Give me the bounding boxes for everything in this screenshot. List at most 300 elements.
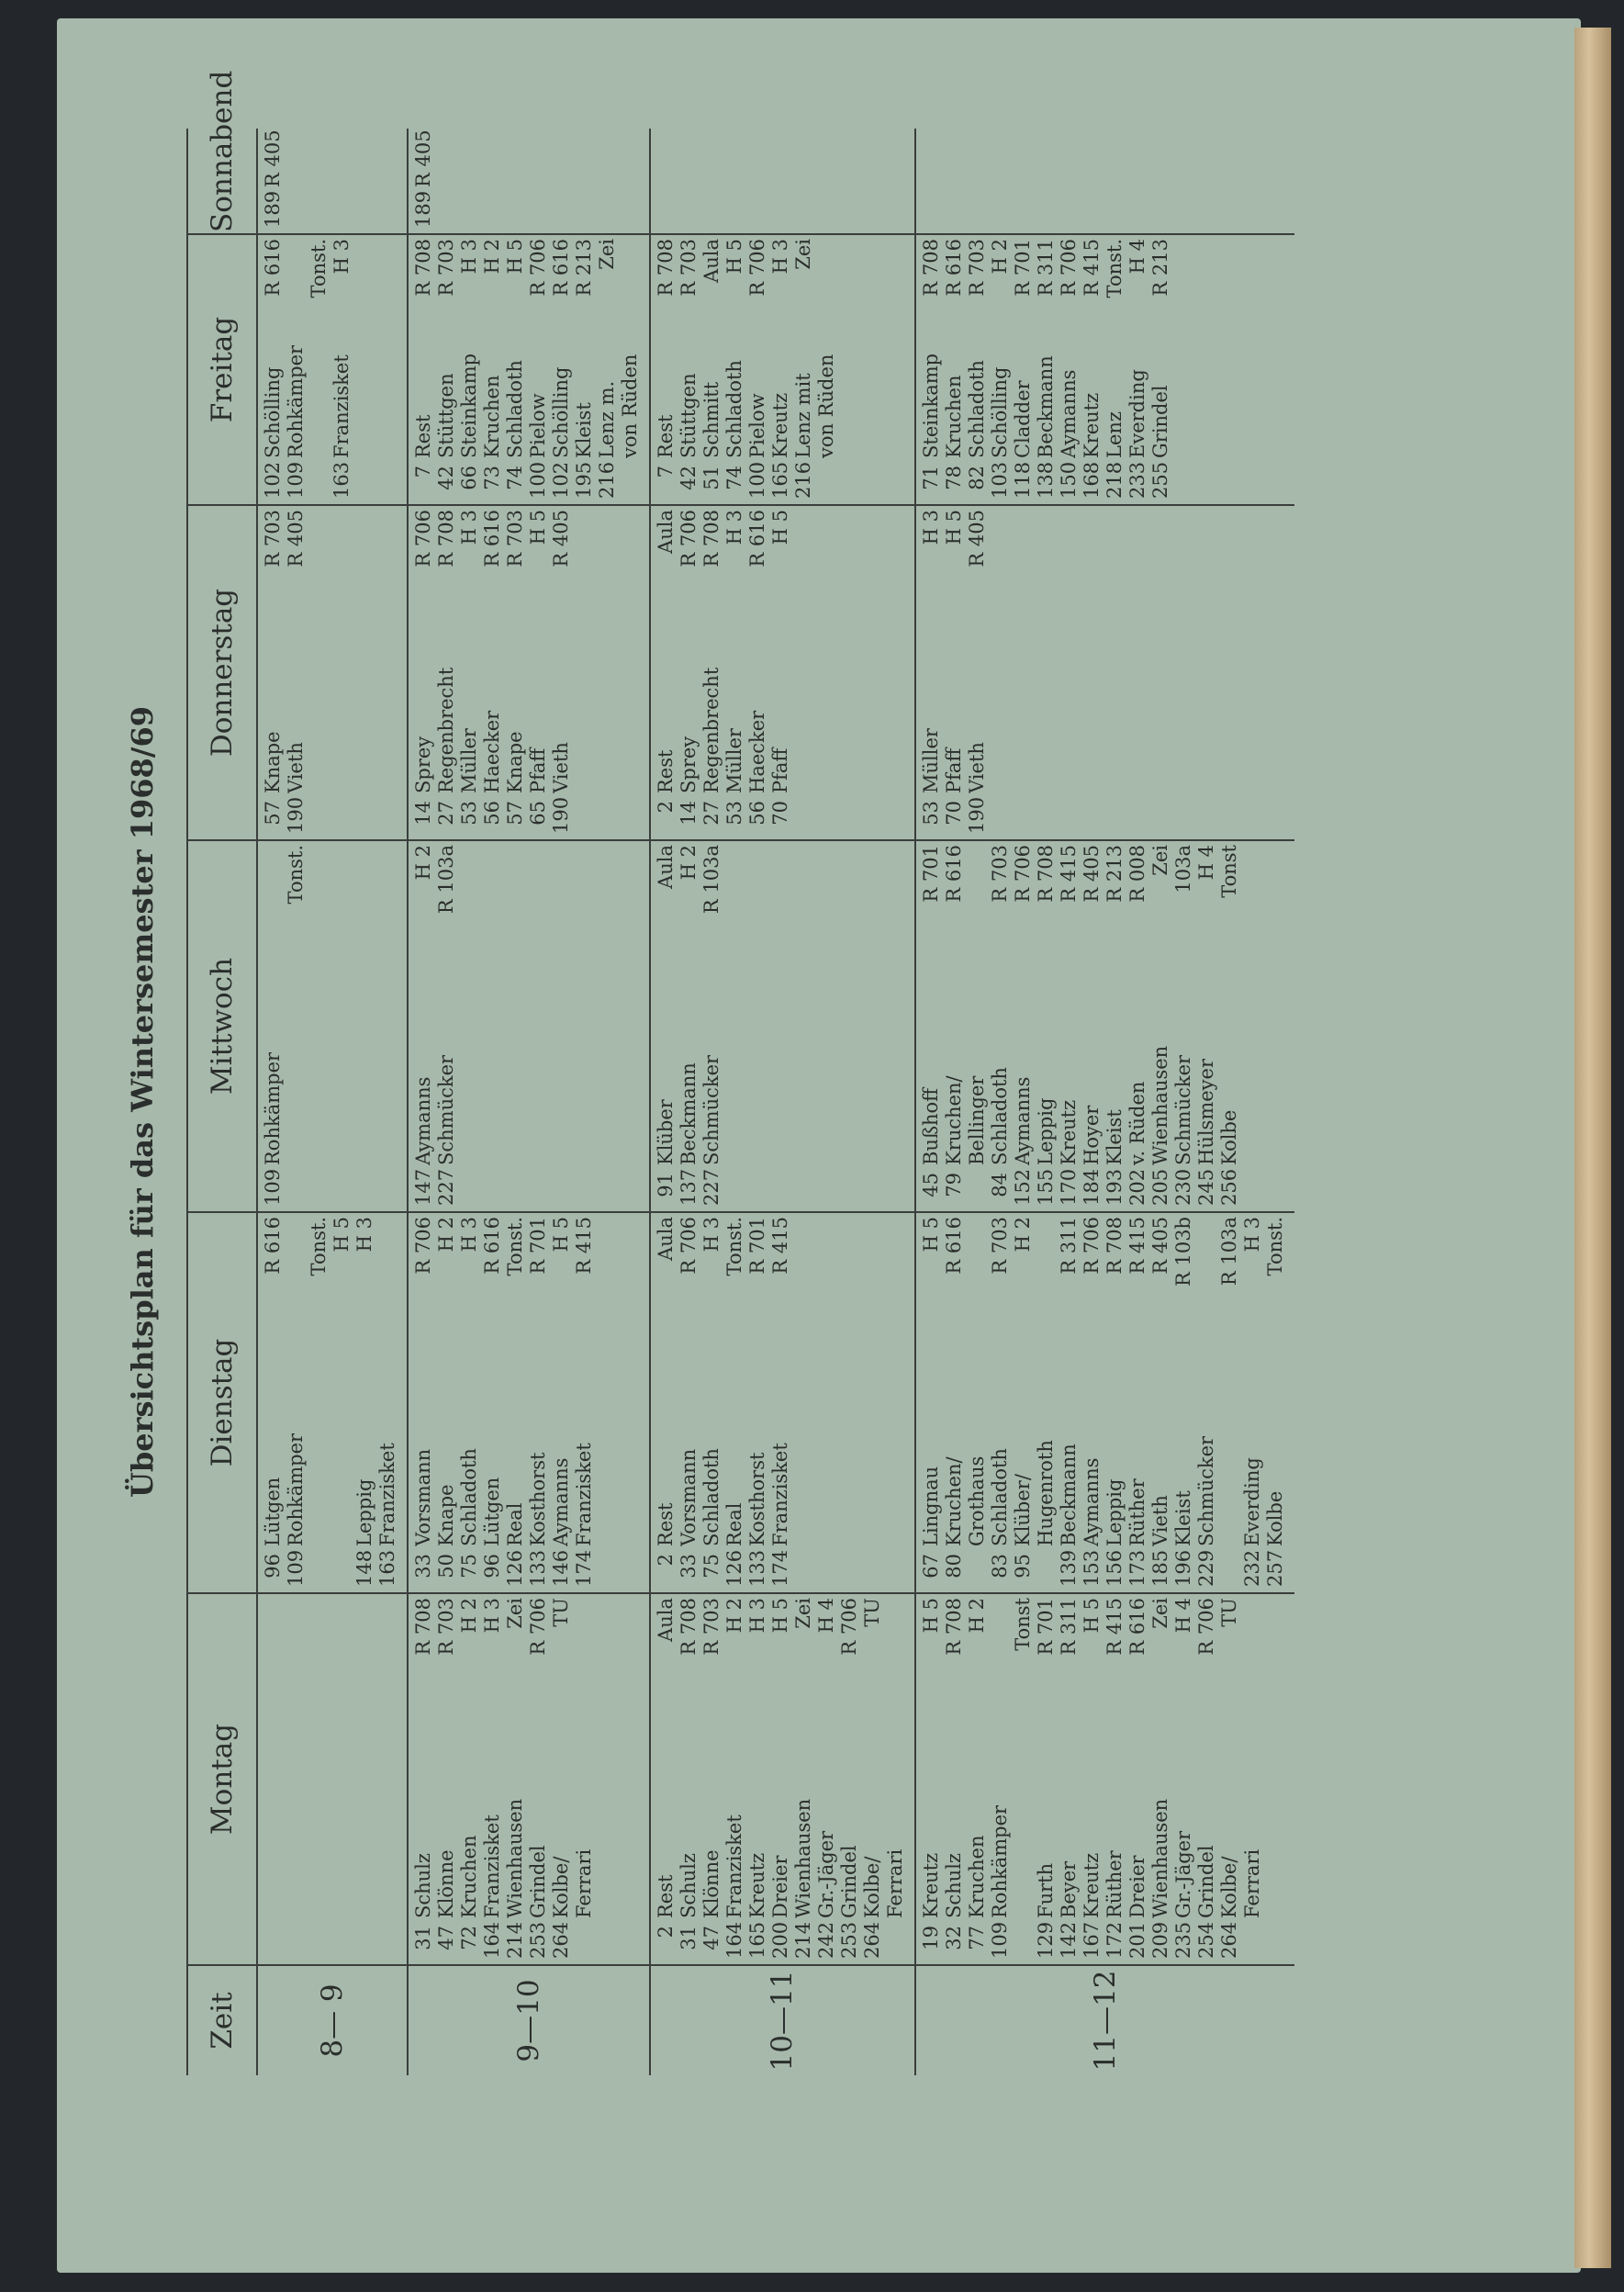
room-label: H 2: [412, 845, 434, 881]
room-label: R 703: [262, 510, 284, 567]
room-label: R 703: [989, 845, 1011, 903]
room-label: Aula: [700, 239, 722, 283]
course-number: 27: [700, 801, 722, 826]
lecturer-name: Wienhausen: [1149, 1798, 1171, 1918]
room-label: R 405: [412, 129, 434, 187]
room-label: R 703: [700, 1598, 722, 1656]
course-entry: [1172, 1217, 1195, 1587]
course-entry: [700, 1598, 723, 1959]
course-entry: [504, 1598, 527, 1959]
lecturer-name: v. Rüden: [1126, 1081, 1148, 1165]
course-entry: [550, 1217, 573, 1587]
course-entry: [1103, 239, 1126, 499]
course-entry: [458, 510, 481, 834]
room-label: R 708: [920, 239, 942, 297]
room-label: 103a: [1172, 845, 1194, 893]
course-entry: [920, 510, 943, 834]
room-label: R 708: [943, 1598, 965, 1656]
course-number: 201: [1126, 1921, 1148, 1959]
day-cell-mittwoch: [257, 840, 408, 1212]
lecturer-name: Kolbe: [1264, 1490, 1286, 1546]
course-entry: [262, 239, 285, 499]
room-label: R 706: [527, 239, 549, 297]
course-entry: [504, 239, 527, 499]
room-label: R 708: [412, 239, 434, 297]
course-number: 168: [1081, 461, 1103, 499]
room-label: H 5: [527, 510, 549, 545]
room-label: H 2: [966, 1598, 988, 1634]
course-number: 33: [412, 1554, 434, 1579]
room-label: R 706: [527, 1598, 549, 1656]
course-number: 165: [746, 1921, 768, 1959]
room-label: R 616: [943, 845, 965, 903]
course-number: 73: [481, 466, 503, 490]
room-label: R 703: [504, 510, 526, 567]
course-entry: [285, 1217, 308, 1587]
course-number: 155: [1035, 1168, 1057, 1206]
course-number: 163: [330, 461, 353, 499]
day-cell-donnerstag: [408, 505, 650, 840]
room-label: R 706: [1195, 1598, 1217, 1656]
course-number: 31: [412, 1926, 434, 1950]
course-entry: [746, 239, 769, 499]
course-entry: [746, 510, 769, 834]
day-cell-mittwoch: [915, 840, 1294, 1212]
course-entry: [1149, 1217, 1172, 1587]
lecturer-name: Grindel: [527, 1845, 549, 1918]
time-slot-row: [408, 129, 650, 2075]
course-entry: [412, 129, 435, 228]
day-cell-freitag: [650, 234, 915, 505]
lecturer-name: Stüttgen: [678, 373, 700, 458]
lecturer-name: Schölling: [550, 366, 572, 458]
lecturer-name: Kolbe/: [550, 1856, 572, 1918]
course-number: 264: [861, 1921, 883, 1959]
room-label: R 708: [1035, 845, 1057, 903]
course-number: 103: [989, 461, 1011, 499]
course-entry: [573, 239, 596, 499]
day-cell-donnerstag: [257, 505, 408, 840]
room-label: H 3: [481, 1598, 503, 1634]
lecturer-name: Lütgen: [262, 1477, 284, 1546]
room-label: Zei: [1149, 1598, 1171, 1629]
lecturer-name: Steinkamp: [458, 353, 480, 458]
lecturer-name: Kolbe/: [1218, 1856, 1240, 1918]
lecturer-name: Rohkämper: [285, 344, 307, 458]
lecturer-name: Kreutz: [920, 1852, 942, 1918]
lecturer-name: Lingnau: [920, 1466, 942, 1546]
room-label: Zei: [1149, 845, 1171, 876]
room-label: R 706: [746, 239, 768, 297]
lecturer-name: Everding: [1241, 1457, 1263, 1546]
lecturer-name: Haecker: [746, 710, 768, 793]
course-entry: [700, 510, 723, 834]
day-cell-montag: [257, 1593, 408, 1965]
time-slot-row: [650, 129, 915, 2075]
rotated-page-content: [115, 70, 1428, 2075]
course-number: 102: [550, 461, 572, 499]
course-number: 216: [792, 461, 814, 499]
room-label: H 5: [920, 1598, 942, 1634]
room-label: H 5: [920, 1217, 942, 1253]
room-label: R 616: [1126, 1598, 1148, 1656]
room-label: H 5: [330, 1217, 353, 1253]
course-number: 190: [550, 796, 572, 834]
room-label: H 2: [723, 1598, 745, 1634]
course-number: 164: [481, 1921, 503, 1959]
lecturer-name: Hoyer: [1081, 1105, 1103, 1165]
lecturer-name: Beyer: [1058, 1860, 1080, 1918]
room-label: R 616: [943, 1217, 965, 1275]
day-cell-freitag: [408, 234, 650, 505]
course-entry: [285, 510, 308, 834]
room-label: Tonst.: [308, 239, 330, 298]
course-entry: [723, 1217, 746, 1587]
course-entry: [435, 845, 458, 1206]
course-number: 264: [1218, 1921, 1240, 1959]
course-entry: [1149, 845, 1172, 1206]
day-cell-sonnabend: [257, 129, 408, 234]
course-number: 47: [435, 1926, 457, 1950]
course-number: 72: [458, 1926, 480, 1950]
course-entry: [412, 510, 435, 834]
course-number: 146: [550, 1549, 572, 1587]
lecturer-name: Kruchen: [481, 375, 503, 458]
lecturer-name: Schmücker: [1195, 1435, 1217, 1546]
lecturer-name: Klönne: [435, 1849, 457, 1918]
lecturer-name: Schladoth: [989, 1067, 1011, 1165]
course-entry: [1058, 845, 1081, 1206]
course-entry: [1126, 1217, 1149, 1587]
course-number: 32: [943, 1926, 965, 1950]
course-number: 190: [966, 796, 988, 834]
room-label: H 2: [989, 239, 1011, 275]
course-number: 216: [596, 461, 618, 499]
course-number: 164: [723, 1921, 745, 1959]
lecturer-name: Leppig: [1035, 1097, 1057, 1165]
day-cell-dienstag: [257, 1212, 408, 1593]
course-number: 174: [573, 1549, 595, 1587]
course-number: 242: [815, 1921, 837, 1959]
lecturer-name: Regenbrecht: [700, 667, 722, 793]
lecturer-name: Rohkämper: [285, 1432, 307, 1546]
course-entry: [723, 510, 746, 834]
room-label: R 616: [262, 239, 284, 297]
course-entry: [527, 239, 550, 499]
lecturer-name: Wienhausen: [504, 1798, 526, 1918]
room-label: Aula: [655, 1598, 677, 1642]
lecturer-name: Klönne: [700, 1849, 722, 1918]
course-entry: [1195, 1217, 1218, 1587]
room-label: R 311: [1035, 239, 1057, 297]
course-number: 79: [943, 1173, 965, 1197]
course-number: 193: [1103, 1168, 1126, 1206]
lecturer-name: Klüber/: [1012, 1474, 1034, 1546]
course-number: 232: [1241, 1549, 1263, 1587]
room-label: R 415: [1081, 239, 1103, 297]
day-cell-dienstag: [408, 1212, 650, 1593]
course-entry: [1081, 845, 1103, 1206]
room-label: R 415: [1058, 845, 1080, 903]
room-label: R 708: [655, 239, 677, 297]
day-cell-freitag: [915, 234, 1294, 505]
lecturer-name: Stüttgen: [435, 373, 457, 458]
course-entry: [769, 239, 792, 499]
room-label: R 703: [435, 239, 457, 297]
room-label: R 405: [550, 510, 572, 567]
course-number: 156: [1103, 1549, 1126, 1587]
course-number: 75: [458, 1554, 480, 1579]
course-number: 47: [700, 1926, 722, 1950]
time-slot-label: 9—10: [408, 1965, 650, 2075]
course-entry: [678, 1598, 700, 1959]
room-label: H 2: [481, 239, 503, 275]
lecturer-name: von Rüden: [619, 354, 641, 458]
course-entry: [655, 845, 678, 1206]
course-entry: [989, 845, 1012, 1206]
lecturer-name: Schmücker: [700, 1054, 722, 1165]
header-row: [187, 129, 257, 2075]
course-entry: [884, 1598, 907, 1959]
room-label: H 3: [458, 510, 480, 545]
course-number: 14: [412, 801, 434, 826]
lecturer-name: Knape: [435, 1484, 457, 1546]
course-entry: [792, 239, 815, 499]
lecturer-name: Kosthorst: [527, 1452, 549, 1546]
time-slot-row: [915, 129, 1294, 2075]
course-entry: [1218, 845, 1241, 1206]
lecturer-name: Franzisket: [723, 1814, 745, 1918]
room-label: Aula: [655, 845, 677, 889]
lecturer-name: Lenz: [1103, 411, 1126, 458]
lecturer-name: Furth: [1035, 1862, 1057, 1918]
course-number: 126: [504, 1549, 526, 1587]
lecturer-name: Rest: [655, 749, 677, 793]
room-label: H 3: [1241, 1217, 1263, 1253]
lecturer-name: Schladoth: [723, 360, 745, 458]
course-entry: [596, 239, 619, 499]
course-entry: [435, 1598, 458, 1959]
course-number: 229: [1195, 1549, 1217, 1587]
course-number: 84: [989, 1173, 1011, 1197]
course-entry: [1195, 1598, 1218, 1959]
lecturer-name: Müller: [723, 728, 745, 793]
course-entry: [861, 1598, 884, 1959]
header-zeit: Zeit: [187, 1965, 257, 2075]
room-label: R 405: [1149, 1217, 1171, 1275]
course-entry: [678, 1217, 700, 1587]
course-entry: [1195, 845, 1218, 1206]
room-label: Tonst.: [285, 845, 307, 904]
room-label: R 405: [262, 129, 284, 187]
course-entry: [527, 1598, 550, 1959]
course-entry: [723, 1598, 746, 1959]
room-label: H 2: [435, 1217, 457, 1253]
course-number: 184: [1081, 1168, 1103, 1206]
room-label: R 706: [412, 1217, 434, 1275]
course-entry: [573, 1598, 596, 1959]
lecturer-name: Franzisket: [330, 354, 353, 458]
course-entry: [1126, 1598, 1149, 1959]
course-number: 82: [966, 466, 988, 490]
course-number: 100: [527, 461, 549, 499]
lecturer-name: Kruchen: [458, 1835, 480, 1918]
course-entry: [678, 510, 700, 834]
course-entry: [1012, 845, 1035, 1206]
course-number: 230: [1172, 1168, 1194, 1206]
course-number: 56: [481, 801, 503, 826]
course-entry: [769, 1217, 792, 1587]
course-number: 7: [412, 466, 434, 478]
course-number: 83: [989, 1554, 1011, 1579]
course-number: 70: [769, 801, 791, 826]
room-label: R 706: [1012, 845, 1034, 903]
course-entry: [1081, 1598, 1103, 1959]
course-number: 139: [1058, 1549, 1080, 1587]
lecturer-name: Pfaff: [943, 747, 965, 793]
course-number: 202: [1126, 1168, 1148, 1206]
lecturer-name: Kolbe: [1218, 1109, 1240, 1165]
lecturer-name: Franzisket: [769, 1443, 791, 1546]
course-number: 42: [678, 466, 700, 490]
course-entry: [1081, 1217, 1103, 1587]
room-label: H 3: [330, 239, 353, 275]
lecturer-name: Beckmann: [1058, 1444, 1080, 1546]
course-number: 65: [527, 801, 549, 826]
lecturer-name: Beckmann: [678, 1062, 700, 1165]
day-cell-sonnabend: [408, 129, 650, 234]
course-number: 150: [1058, 461, 1080, 499]
day-cell-donnerstag: [650, 505, 915, 840]
course-entry: [1058, 1217, 1081, 1587]
course-entry: [989, 239, 1012, 499]
lecturer-name: Schladoth: [989, 1448, 1011, 1546]
course-entry: [285, 845, 308, 1206]
course-entry: [262, 129, 285, 228]
course-entry: [655, 1217, 678, 1587]
time-slot-label: 10—11: [650, 1965, 915, 2075]
room-label: R 213: [1149, 239, 1171, 297]
lecturer-name: Kreutz: [1081, 1852, 1103, 1918]
lecturer-name: Dreier: [1126, 1855, 1148, 1918]
course-entry: [966, 1217, 989, 1587]
lecturer-name: Schulz: [678, 1853, 700, 1918]
course-entry: [1058, 239, 1081, 499]
course-entry: [481, 239, 504, 499]
course-entry: [943, 845, 966, 1206]
course-entry: [435, 239, 458, 499]
room-label: H 5: [550, 1217, 572, 1253]
lecturer-name: Lütgen: [481, 1477, 503, 1546]
lecturer-name: Sprey: [412, 736, 434, 793]
room-label: R 103b: [1172, 1217, 1194, 1287]
day-cell-sonnabend: [915, 129, 1294, 234]
lecturer-name: Vieth: [1149, 1495, 1171, 1546]
course-number: 264: [550, 1921, 572, 1959]
lecturer-name: Vieth: [966, 742, 988, 793]
lecturer-name: Franzisket: [573, 1443, 595, 1546]
room-label: Tonst.: [504, 1217, 526, 1276]
course-number: 200: [769, 1921, 791, 1959]
course-number: 2: [655, 1926, 677, 1938]
room-label: Tonst.: [1264, 1217, 1286, 1276]
page-edge: [1574, 28, 1611, 2268]
lecturer-name: Bellinger: [966, 1075, 988, 1165]
course-number: 190: [285, 796, 307, 834]
day-cell-donnerstag: [915, 505, 1294, 840]
course-number: 66: [458, 466, 480, 490]
lecturer-name: Kleist: [1172, 1490, 1194, 1546]
room-label: Zei: [792, 239, 814, 270]
lecturer-name: Dreier: [769, 1855, 791, 1918]
room-label: R 703: [989, 1217, 1011, 1275]
course-number: 152: [1012, 1168, 1034, 1206]
room-label: R 008: [1126, 845, 1148, 903]
course-entry: [1103, 1598, 1126, 1959]
header-donnerstag: Donnerstag: [187, 505, 257, 840]
lecturer-name: Kleist: [573, 402, 595, 458]
room-label: R 706: [1058, 239, 1080, 297]
course-number: 173: [1126, 1549, 1148, 1587]
course-entry: [655, 510, 678, 834]
course-number: 167: [1081, 1921, 1103, 1959]
lecturer-name: Kruchen: [943, 375, 965, 458]
lecturer-name: Kruchen/: [943, 1075, 965, 1165]
room-label: R 405: [1081, 845, 1103, 903]
room-label: R 703: [966, 239, 988, 297]
course-number: 75: [700, 1554, 722, 1579]
room-label: R 703: [678, 239, 700, 297]
course-number: 14: [678, 801, 700, 826]
lecturer-name: Schulz: [943, 1853, 965, 1918]
course-number: 170: [1058, 1168, 1080, 1206]
lecturer-name: Schulz: [412, 1853, 434, 1918]
room-label: R 103a: [435, 845, 457, 915]
course-number: 133: [746, 1549, 768, 1587]
course-entry: [700, 845, 723, 1206]
lecturer-name: Vieth: [550, 742, 572, 793]
course-entry: [815, 1598, 838, 1959]
room-label: H 2: [678, 845, 700, 881]
course-entry: [920, 239, 943, 499]
course-entry: [943, 510, 966, 834]
time-slot-label: 8— 9: [315, 1983, 349, 2058]
course-entry: [700, 239, 723, 499]
room-label: R 213: [1103, 845, 1126, 903]
lecturer-name: Rest: [655, 414, 677, 458]
room-label: Aula: [655, 1217, 677, 1261]
course-entry: [989, 1598, 1012, 1959]
lecturer-name: Kleist: [1103, 1109, 1126, 1165]
room-label: H 2: [458, 1598, 480, 1634]
lecturer-name: Schmücker: [435, 1054, 457, 1165]
course-number: 196: [1172, 1549, 1194, 1587]
course-entry: [966, 1598, 989, 1959]
lecturer-name: Kreutz: [1081, 392, 1103, 458]
course-number: 209: [1149, 1921, 1171, 1959]
lecturer-name: Ferrari: [573, 1848, 595, 1918]
lecturer-name: Schladoth: [700, 1448, 722, 1546]
lecturer-name: Ferrari: [1241, 1848, 1263, 1918]
course-number: 109: [262, 1168, 284, 1206]
lecturer-name: Pielow: [527, 393, 549, 458]
room-label: R 415: [1103, 1598, 1126, 1656]
course-entry: [353, 1217, 376, 1587]
course-number: 253: [838, 1921, 860, 1959]
lecturer-name: Franzisket: [481, 1814, 503, 1918]
course-entry: [504, 1217, 527, 1587]
course-entry: [330, 1217, 353, 1587]
